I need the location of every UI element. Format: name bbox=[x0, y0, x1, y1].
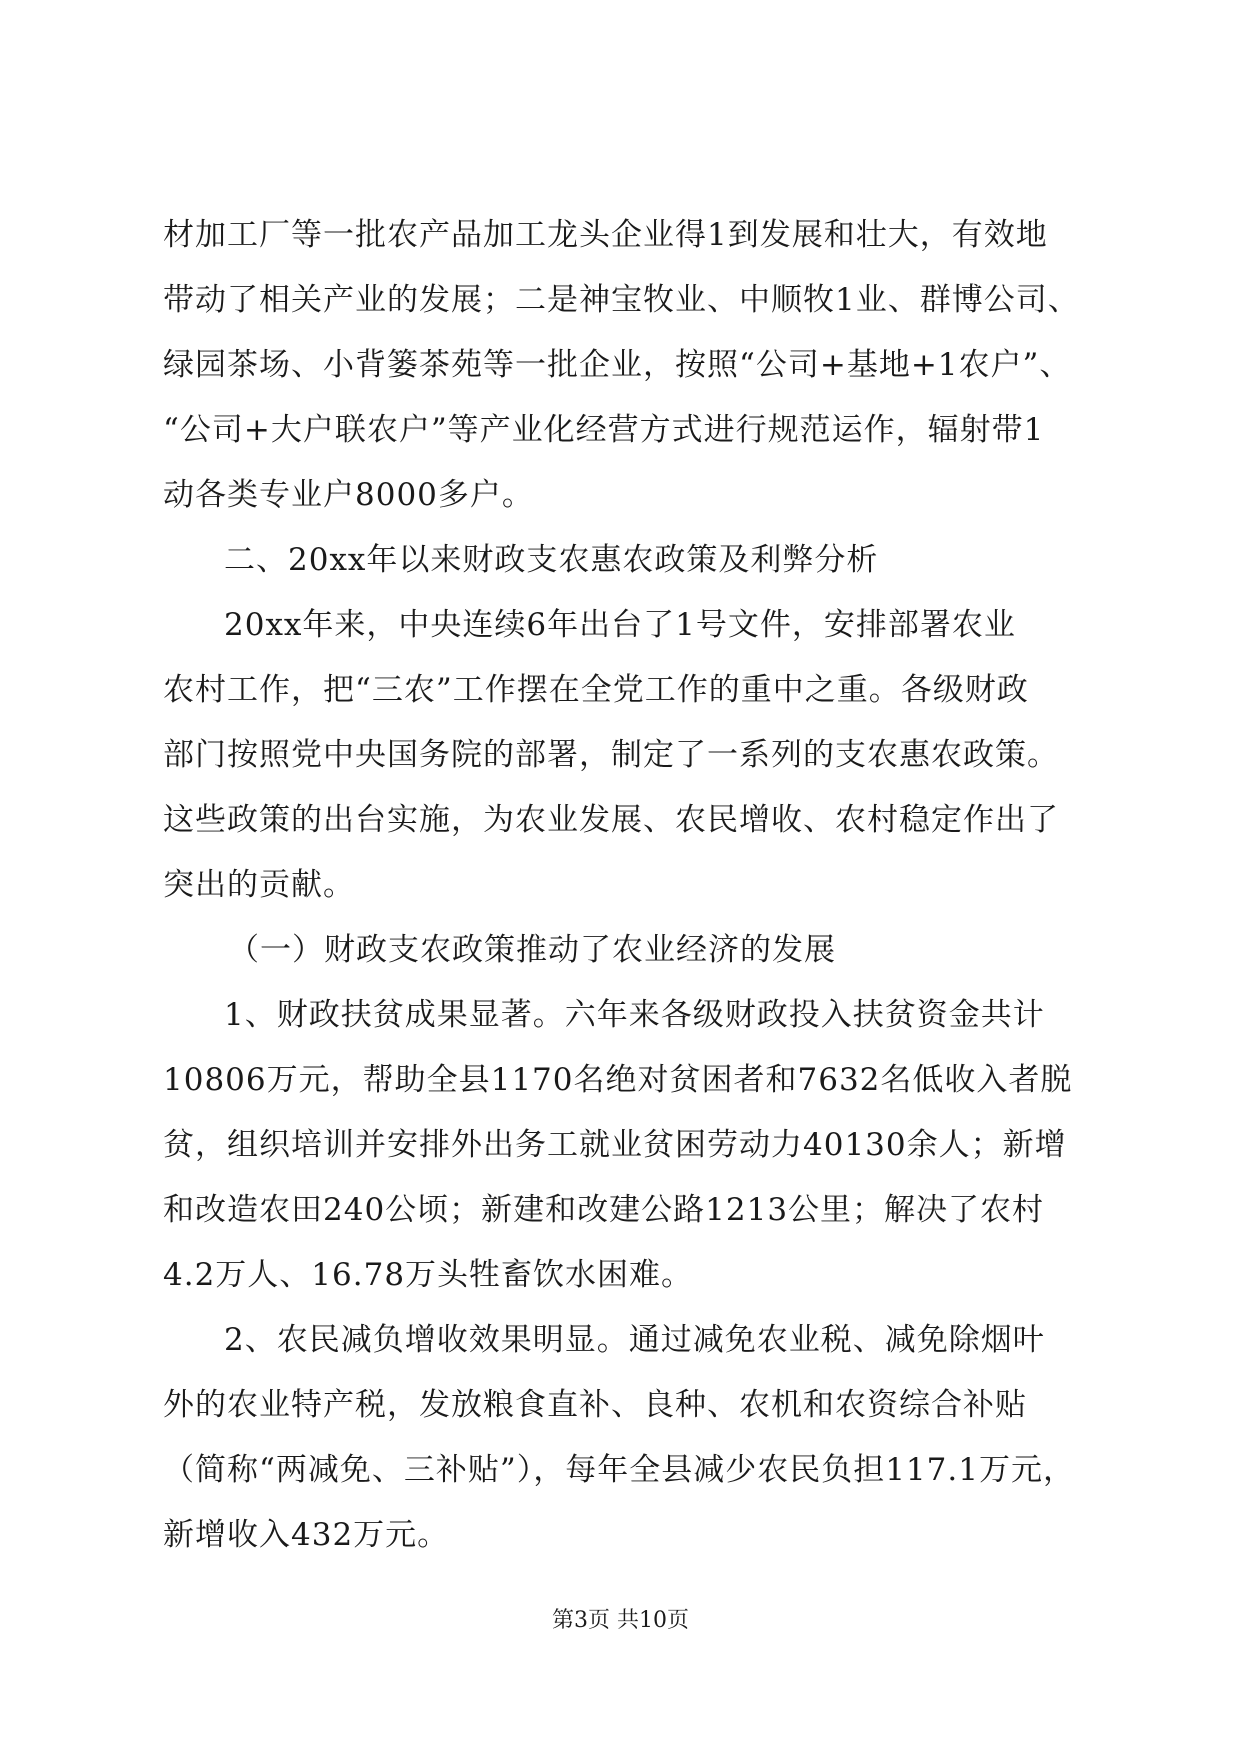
paragraph-line: 贫，组织培训并安排外出务工就业贫困劳动力40130余人；新增 bbox=[163, 1127, 1067, 1163]
paragraph-line: 1、财政扶贫成果显著。六年来各级财政投入扶贫资金共计 bbox=[224, 997, 1045, 1033]
paragraph-line: 农村工作，把“三农”工作摆在全党工作的重中之重。各级财政 bbox=[163, 672, 1029, 708]
paragraph-line: 部门按照党中央国务院的部署，制定了一系列的支农惠农政策。 bbox=[163, 737, 1059, 773]
subsection-heading: （一）财政支农政策推动了农业经济的发展 bbox=[228, 932, 836, 968]
paragraph-line: 动各类专业户8000多户。 bbox=[163, 477, 534, 513]
paragraph-line: 20xx年来，中央连续6年出台了1号文件，安排部署农业 bbox=[224, 607, 1016, 643]
paragraph-line: （简称“两减免、三补贴”），每年全县减少农民负担117.1万元， bbox=[163, 1452, 1075, 1488]
paragraph-line: 10806万元，帮助全县1170名绝对贫困者和7632名低收入者脱 bbox=[163, 1062, 1073, 1098]
section-heading: 二、20xx年以来财政支农惠农政策及利弊分析 bbox=[224, 542, 879, 578]
paragraph-line: 突出的贡献。 bbox=[163, 867, 355, 903]
paragraph-line: 和改造农田240公顷；新建和改建公路1213公里；解决了农村 bbox=[163, 1192, 1045, 1228]
paragraph-line: “公司+大户联农户”等产业化经营方式进行规范运作，辐射带1 bbox=[163, 412, 1045, 448]
paragraph-line: 绿园茶场、小背篓茶苑等一批企业，按照“公司+基地+1农户”、 bbox=[163, 347, 1072, 383]
paragraph-line: 2、农民减负增收效果明显。通过减免农业税、减免除烟叶 bbox=[224, 1322, 1045, 1358]
paragraph-line: 材加工厂等一批农产品加工龙头企业得1到发展和壮大，有效地 bbox=[163, 217, 1048, 253]
paragraph-line: 外的农业特产税，发放粮食直补、良种、农机和农资综合补贴 bbox=[163, 1387, 1027, 1423]
paragraph-line: 4.2万人、16.78万头牲畜饮水困难。 bbox=[163, 1257, 694, 1293]
paragraph-line: 这些政策的出台实施，为农业发展、农民增收、农村稳定作出了 bbox=[163, 802, 1059, 838]
paragraph-line: 带动了相关产业的发展；二是神宝牧业、中顺牧1业、群博公司、 bbox=[163, 282, 1080, 318]
paragraph-line: 新增收入432万元。 bbox=[163, 1517, 450, 1553]
page-number-footer: 第3页 共10页 bbox=[552, 1608, 689, 1633]
